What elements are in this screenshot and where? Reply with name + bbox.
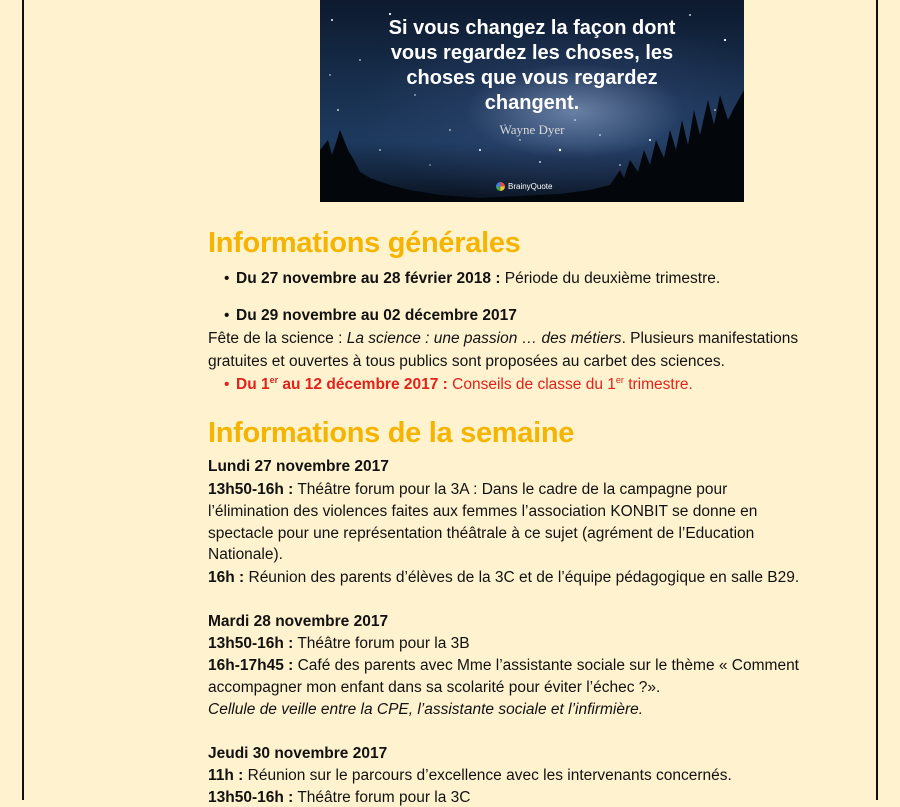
list-item xyxy=(224,375,693,394)
time-label: 16h-17h45 : xyxy=(208,657,294,674)
paragraph: Cellule de veille entre la CPE, l’assistante sociale et l’infirmière. xyxy=(208,701,644,718)
quote-author: Wayne Dyer xyxy=(499,122,565,137)
text: Du 1 xyxy=(236,376,270,393)
quote-line: vous regardez les choses, les xyxy=(390,42,674,64)
paragraph xyxy=(208,569,799,587)
list-item xyxy=(224,270,721,288)
day-heading: Jeudi 30 novembre 2017 xyxy=(208,745,388,762)
paragraph xyxy=(208,767,732,785)
paragraph: spectacle pour une représentation théâtrale à ce sujet (agrément de l’Education xyxy=(208,525,755,542)
paragraph xyxy=(208,635,470,653)
time-label: 11h : xyxy=(208,767,244,784)
superscript: er xyxy=(269,375,279,385)
item-date: Du 29 novembre au 02 décembre 2017 xyxy=(236,307,517,324)
paragraph: Nationale). xyxy=(208,546,283,563)
bullet-icon: • xyxy=(224,270,230,287)
bullet-icon: • xyxy=(224,307,230,324)
quote-line: Si vous changez la façon dont xyxy=(388,17,676,39)
section-title-week: Informations de la semaine xyxy=(208,417,575,449)
time-label: 13h50-16h : xyxy=(208,789,294,806)
text: . Plusieurs manifestations xyxy=(621,330,799,347)
item-date xyxy=(236,376,448,393)
paragraph xyxy=(208,789,471,807)
page-border-left xyxy=(22,0,24,800)
day-heading: Mardi 28 novembre 2017 xyxy=(208,613,389,630)
time-label: 13h50-16h : xyxy=(208,635,294,652)
item-text: Conseils de classe du 1 xyxy=(447,376,616,393)
section-title-general: Informations générales xyxy=(208,227,521,259)
paragraph xyxy=(208,481,727,499)
text: Théâtre forum pour la 3B xyxy=(293,635,470,652)
text: Fête de la science : xyxy=(208,330,347,347)
paragraph: accompagner mon enfant dans sa scolarité pour éviter l’échec ?». xyxy=(208,679,661,696)
brand-logo xyxy=(496,182,552,191)
bullet-icon: • xyxy=(224,376,230,393)
text: Café des parents avec Mme l’assistante sociale sur le thème « Comment xyxy=(293,657,799,674)
text: au 12 décembre 2017 : xyxy=(278,376,448,393)
superscript: er xyxy=(615,375,624,385)
quote-image xyxy=(320,0,744,202)
text: Réunion des parents d’élèves de la 3C et de l’équipe pédagogique en salle B29. xyxy=(244,569,800,586)
paragraph: l’élimination des violences faites aux femmes l’association KONBIT se donne en xyxy=(208,503,758,520)
brainyquote-icon xyxy=(496,182,505,191)
text: Théâtre forum pour la 3A : Dans le cadre de la campagne pour xyxy=(293,481,728,498)
paragraph: gratuites et ouvertes à tous publics sont proposées au carbet des sciences. xyxy=(208,353,725,370)
brand-name: BrainyQuote xyxy=(508,182,553,191)
italic-text: La science : une passion … des métiers xyxy=(346,330,622,347)
day-heading: Lundi 27 novembre 2017 xyxy=(208,458,389,475)
text: Réunion sur le parcours d’excellence avec les intervenants concernés. xyxy=(243,767,732,784)
paragraph xyxy=(208,657,799,675)
quote-line: choses que vous regardez xyxy=(406,67,658,89)
page-border-right xyxy=(876,0,878,800)
time-label: 16h : xyxy=(208,569,245,586)
list-item xyxy=(224,307,517,325)
item-text: trimestre. xyxy=(623,376,693,393)
quote-line: changent. xyxy=(484,92,580,114)
item-text: Période du deuxième trimestre. xyxy=(500,270,721,287)
paragraph xyxy=(208,330,798,348)
item-date: Du 27 novembre au 28 février 2018 : xyxy=(236,270,501,287)
time-label: 13h50-16h : xyxy=(208,481,294,498)
quote-text xyxy=(320,16,744,116)
text: Théâtre forum pour la 3C xyxy=(293,789,471,806)
